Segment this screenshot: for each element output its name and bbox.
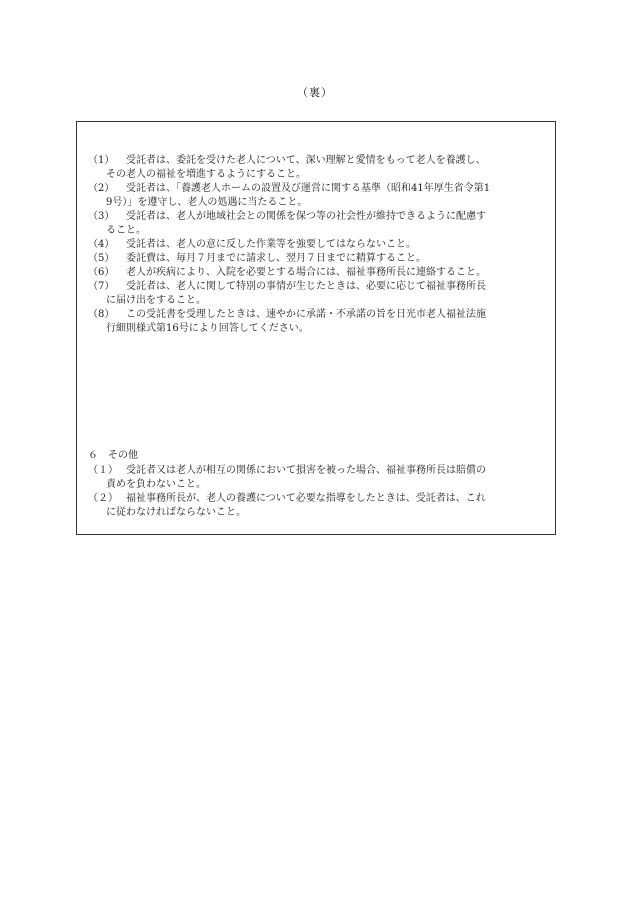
section-6-list <box>88 464 548 520</box>
section-6-number: （２） <box>88 493 118 504</box>
condition-number: （1） <box>88 155 115 166</box>
condition-item <box>88 280 548 308</box>
condition-number: （5） <box>88 253 115 264</box>
section-6-number: （１） <box>88 465 118 476</box>
condition-number: （7） <box>88 281 115 292</box>
condition-item <box>88 182 548 210</box>
condition-text: 受託者は、「養護老人ホームの設置及び運営に関する基準（昭和41年厚生省令第1 <box>126 183 491 194</box>
condition-text: 受託者は、老人の意に反した作業等を強要してはならないこと。 <box>126 239 416 250</box>
condition-item <box>88 252 548 266</box>
section-6-text: 受託者又は老人が相互の関係において損害を被った場合、福祉事務所長は賠償の <box>126 465 486 476</box>
condition-number: （6） <box>88 267 115 278</box>
condition-text: 受託者は、老人に関して特別の事情が生じたときは、必要に応じて福祉事務所長 <box>126 281 486 292</box>
condition-text: 受託者は、委託を受けた老人について、深い理解と愛情をもって老人を養護し、 <box>126 155 486 166</box>
page-heading: （裏） <box>297 86 333 99</box>
condition-number: （8） <box>88 309 115 320</box>
condition-number: （2） <box>88 183 115 194</box>
condition-text-continued: に届け出をすること。 <box>106 295 206 306</box>
section-6-text-continued: に従わなければならないこと。 <box>106 507 246 518</box>
condition-text: 委託費は、毎月７月までに請求し、翌月７日までに精算すること。 <box>126 253 426 264</box>
condition-number: （3） <box>88 211 115 222</box>
condition-number: （4） <box>88 239 115 250</box>
section-6-title: ６ その他 <box>88 450 138 461</box>
condition-item <box>88 154 548 182</box>
section-6-text-continued: 責めを負わないこと。 <box>106 479 206 490</box>
condition-item <box>88 238 548 252</box>
conditions-list <box>88 154 548 336</box>
section-6-item <box>88 492 548 520</box>
condition-text-continued: ること。 <box>106 225 146 236</box>
condition-text: 老人が疾病により、入院を必要とする場合には、福祉事務所長に連絡すること。 <box>126 267 486 278</box>
condition-text-continued: その老人の福祉を増進するようにすること。 <box>106 169 306 180</box>
section-6-item <box>88 464 548 492</box>
section-6-text: 福祉事務所長が、老人の養護について必要な指導をしたときは、受託者は、これ <box>126 493 486 504</box>
condition-item <box>88 266 548 280</box>
condition-item <box>88 210 548 238</box>
condition-item <box>88 308 548 336</box>
condition-text-continued: 行細則様式第16号により回答してください。 <box>106 323 309 334</box>
conditions-frame <box>76 121 556 535</box>
condition-text-continued: 9号）」を遵守し、老人の処遇に当たること。 <box>106 197 308 208</box>
condition-text: 受託者は、老人が地域社会との関係を保つ等の社会性が維持できるように配慮す <box>126 211 486 222</box>
condition-text: この受託書を受理したときは、速やかに承諾・不承諾の旨を日光市老人福祉法施 <box>126 309 486 320</box>
